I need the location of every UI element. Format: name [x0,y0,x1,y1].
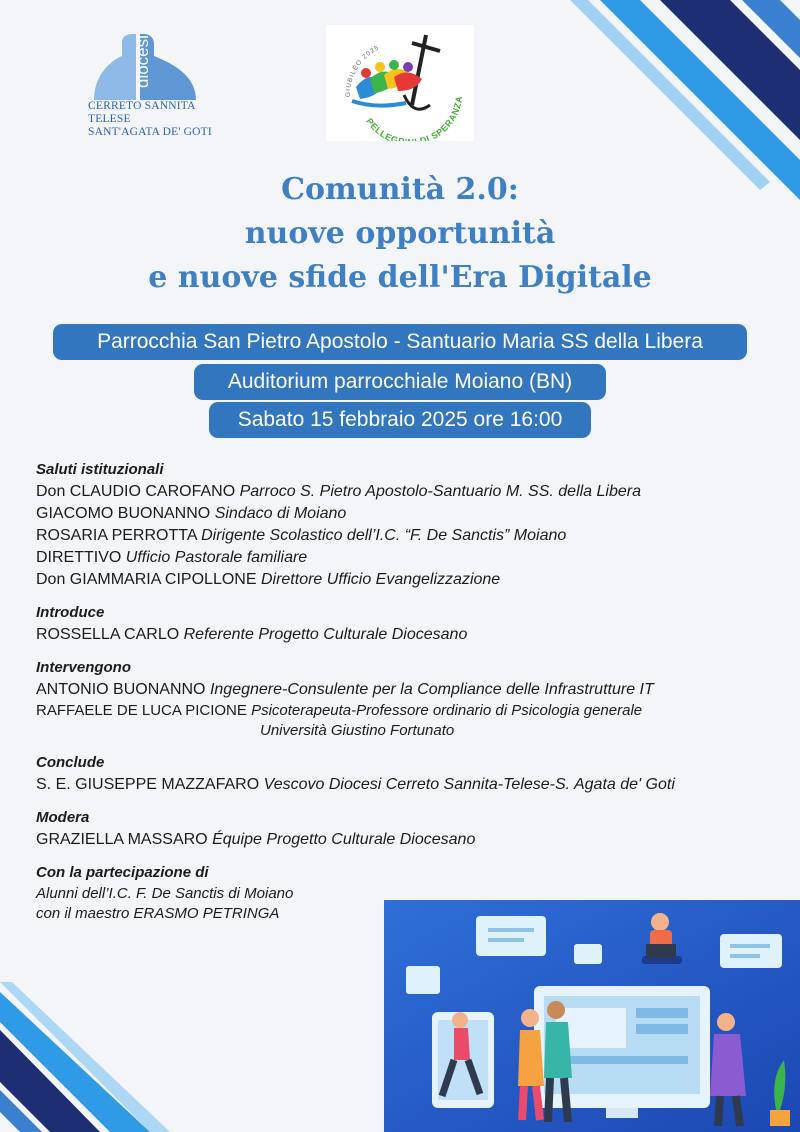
speaker-name: Don CLAUDIO CAROFANO [36,483,236,500]
speaker-name: ANTONIO BUONANNO [36,681,206,698]
diocese-line-2: TELESE [88,113,131,125]
speaker-row [36,829,786,851]
section-heading: Introduce [36,604,105,621]
speaker-role-continuation: Università Giustino Fortunato [260,722,455,739]
diocese-dome-icon [88,30,218,102]
speaker-row [36,679,786,701]
speaker-row [36,503,786,525]
diocese-line-1: CERRETO SANNITA [88,100,196,112]
title-line-3: e nuove sfide dell'Era Digitale [148,260,652,295]
speaker-role: Direttore Ufficio Evangelizzazione [260,571,501,588]
speaker-name: DIRETTIVO [36,549,122,566]
speaker-name: Don GIAMMARIA CIPOLLONE [36,571,257,588]
speaker-role: Parroco S. Pietro Apostolo-Santuario M. SS. della Libera [239,483,641,500]
jubilee-logo [326,25,474,141]
speaker-row [36,701,786,721]
diocese-line-3: SANT'AGATA DE' GOTI [88,126,212,138]
speaker-role: Dirigente Scolastico dell’I.C. “F. De Sanctis” Moiano [201,527,567,544]
speaker-name: ROSARIA PERROTTA [36,527,197,544]
speaker-role: Ufficio Pastorale familiare [125,549,308,566]
decorative-stripes-bottom-left [0,982,170,1132]
diocese-logo [88,30,218,140]
section-intervengono [36,658,786,741]
speaker-role: Sindaco di Moiano [214,505,347,522]
jubilee-cross-icon [326,25,474,141]
section-heading: Saluti istituzionali [36,461,164,478]
speaker-role: Vescovo Diocesi Cerreto Sannita-Telese-S. Agata de' Goti [263,776,675,793]
title-line-2: nuove opportunità [244,216,556,251]
event-title [0,168,800,300]
speaker-role: Psicoterapeuta-Professore ordinario di Psicologia generale [251,702,643,719]
speaker-row [36,774,786,796]
speaker-row [36,525,786,547]
speaker-role: Ingegnere-Consulente per la Compliance delle Infrastrutture IT [209,681,654,698]
digital-community-illustration [384,900,800,1132]
section-conclude [36,753,786,796]
venue-pill-parish: Parrocchia San Pietro Apostolo - Santuario Maria SS della Libera [53,324,747,360]
speaker-name: S. E. GIUSEPPE MAZZAFARO [36,776,260,793]
program [36,460,786,936]
participation-line-2: con il maestro ERASMO PETRINGA [36,905,280,922]
section-heading: Modera [36,809,90,826]
speaker-name: ROSSELLA CARLO [36,626,180,643]
speaker-name: GIACOMO BUONANNO [36,505,211,522]
speaker-row [36,481,786,503]
section-heading: Conclude [36,754,105,771]
section-heading: Intervengono [36,659,132,676]
speaker-row [36,624,786,646]
speaker-row [36,547,786,569]
section-introduce [36,603,786,646]
speaker-name: GRAZIELLA MASSARO [36,831,208,848]
speaker-role: Équipe Progetto Culturale Diocesano [212,831,476,848]
title-line-1: Comunità 2.0: [281,172,519,207]
speaker-name: RAFFAELE DE LUCA PICIONE [36,702,247,719]
jubilee-arc-top: GIUBILEO 2025 [344,44,381,98]
speaker-row [36,569,786,591]
participation-line-1: Alunni dell’I.C. F. De Sanctis di Moiano [36,885,294,902]
section-saluti [36,460,786,591]
section-heading: Con la partecipazione di [36,864,209,881]
venue-pill-date: Sabato 15 febbraio 2025 ore 16:00 [209,402,591,438]
speaker-role: Referente Progetto Culturale Diocesano [183,626,468,643]
jubilee-arc-bottom: PELLEG DI SPERANZA [364,95,465,141]
diocese-word: diocesi [133,35,152,88]
venue-pill-auditorium: Auditorium parrocchiale Moiano (BN) [194,364,606,400]
section-modera [36,808,786,851]
